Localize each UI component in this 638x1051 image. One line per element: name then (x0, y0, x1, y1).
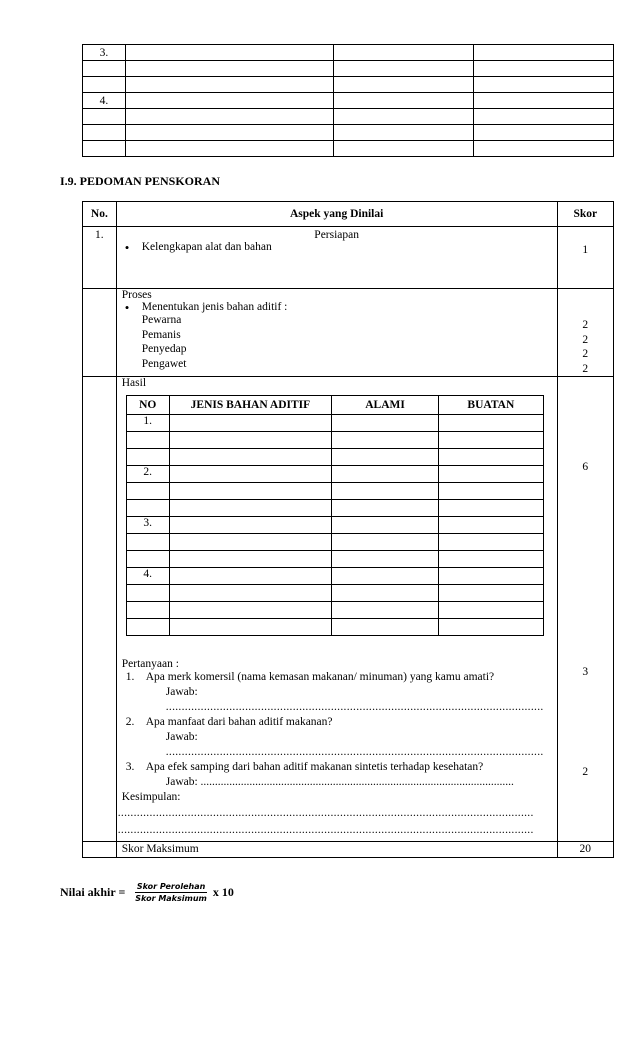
top-table-row (83, 45, 614, 61)
blank-cell (334, 77, 473, 93)
result-row-number: 1. (126, 415, 169, 432)
fraction-numerator: Skor Perolehan (136, 882, 206, 891)
result-row (126, 466, 543, 483)
blank-cell (169, 432, 332, 449)
blank-cell (169, 551, 332, 568)
top-table (82, 44, 614, 157)
blank-cell (169, 517, 332, 534)
blank-cell (438, 551, 543, 568)
row-number: 4. (83, 93, 126, 109)
additive-type: Pengawet (141, 357, 187, 370)
top-table-row (83, 125, 614, 141)
result-row-number: 4. (126, 568, 169, 585)
persiapan-score: 1 (582, 244, 589, 256)
final-score-formula (60, 882, 234, 903)
question-number: 1. (125, 671, 135, 683)
blank-cell (169, 449, 332, 466)
question-item (122, 670, 552, 715)
blank-cell (334, 45, 473, 61)
row-number: 3. (83, 45, 126, 61)
blank-cell (438, 585, 543, 602)
result-row (126, 602, 543, 619)
result-row (126, 432, 543, 449)
conclusion-line: ................................................................................................................................... (117, 824, 534, 836)
blank-cell (438, 466, 543, 483)
question-item (122, 715, 552, 760)
question-text: Apa merk komersil (nama kemasan makanan/ minuman) yang kamu amati? (145, 671, 495, 683)
additive-score: 2 (582, 348, 589, 360)
header-row (83, 202, 614, 227)
blank-cell (438, 517, 543, 534)
final-multiplier: x 10 (212, 885, 234, 899)
question-item (122, 760, 552, 790)
blank-cell (334, 109, 473, 125)
blank-cell (334, 93, 473, 109)
blank-cell (332, 568, 439, 585)
blank-cell (438, 602, 543, 619)
blank-cell (169, 415, 332, 432)
result-row-number (126, 585, 169, 602)
result-row-number (126, 449, 169, 466)
blank-cell (169, 585, 332, 602)
blank-cell (438, 415, 543, 432)
header-no: No. (83, 202, 117, 227)
blank-cell (332, 534, 439, 551)
blank-cell (334, 61, 473, 77)
blank-cell (334, 141, 473, 157)
proses-items (122, 313, 552, 371)
proses-title: Proses (121, 289, 152, 301)
blank-cell (332, 483, 439, 500)
blank-cell (169, 602, 332, 619)
result-header-cell: BUATAN (438, 396, 543, 415)
result-header-cell: JENIS BAHAN ADITIF (169, 396, 332, 415)
blank-cell (438, 534, 543, 551)
row-number: 1. (83, 227, 117, 289)
blank-cell (332, 517, 439, 534)
persiapan-title: Persiapan (314, 229, 360, 241)
fraction (133, 882, 209, 903)
blank-cell (169, 466, 332, 483)
proses-bullet: • Menentukan jenis bahan aditif : (122, 301, 552, 313)
blank-cell (332, 551, 439, 568)
kesimpulan-lines (118, 805, 552, 839)
blank-cell (438, 619, 543, 636)
blank-cell (438, 432, 543, 449)
blank-cell (334, 125, 473, 141)
blank-cell (169, 534, 332, 551)
blank-cell (473, 125, 614, 141)
blank-cell (125, 61, 333, 77)
conclusion-line: ................................................................................................................................... (117, 807, 534, 819)
additive-score: 2 (582, 362, 589, 375)
row-number (83, 141, 126, 157)
question-number: 2. (125, 716, 135, 728)
result-row (126, 585, 543, 602)
blank-cell (438, 568, 543, 585)
proses-scores (558, 289, 613, 376)
top-table-row (83, 141, 614, 157)
blank-cell (438, 449, 543, 466)
blank-cell (332, 432, 439, 449)
pertanyaan-score: 3 (582, 666, 589, 678)
result-row-number (126, 619, 169, 636)
blank-cell (473, 61, 614, 77)
question-text: Apa efek samping dari bahan aditif makanan sintetis terhadap kesehatan? (145, 761, 484, 773)
blank-cell (473, 141, 614, 157)
hasil-title: Hasil (121, 377, 147, 389)
result-row-number: 3. (126, 517, 169, 534)
result-row (126, 517, 543, 534)
blank-cell (332, 500, 439, 517)
result-header-cell: ALAMI (332, 396, 439, 415)
result-row (126, 449, 543, 466)
max-label: Skor Maksimum (121, 843, 199, 855)
kesimpulan-score: 2 (582, 766, 589, 778)
result-row (126, 415, 543, 432)
max-score: 20 (579, 843, 592, 855)
blank-cell (332, 449, 439, 466)
row-max (83, 842, 614, 858)
row-number (83, 109, 126, 125)
additive-score: 2 (582, 333, 589, 346)
blank-cell (332, 585, 439, 602)
row-proses (83, 289, 614, 377)
result-row-number (126, 432, 169, 449)
blank-cell (125, 77, 333, 93)
blank-cell (332, 619, 439, 636)
persiapan-bullet: • Kelengkapan alat dan bahan (122, 241, 552, 253)
blank-cell (473, 109, 614, 125)
final-label: Nilai akhir = (60, 885, 126, 899)
blank-cell (125, 45, 333, 61)
additive-score: 2 (582, 319, 589, 331)
question-list (122, 670, 552, 790)
row-number (83, 61, 126, 77)
additive-type: Pewarna (141, 314, 182, 326)
blank-cell (125, 141, 333, 157)
result-header-cell: NO (126, 396, 169, 415)
blank-cell (473, 45, 614, 61)
blank-cell (332, 466, 439, 483)
row-hasil (83, 377, 614, 842)
top-table-row (83, 109, 614, 125)
blank-cell (473, 77, 614, 93)
section-title: I.9. PEDOMAN PENSKORAN (60, 174, 221, 188)
row-number (83, 125, 126, 141)
result-row-number (126, 602, 169, 619)
additive-type: Pemanis (141, 328, 181, 341)
top-table-row (83, 77, 614, 93)
blank-cell (125, 125, 333, 141)
answer-label: Jawab: ............................................................................................................. (165, 776, 514, 788)
result-row-number (126, 551, 169, 568)
blank-cell (332, 602, 439, 619)
result-row (126, 500, 543, 517)
blank-cell (473, 93, 614, 109)
blank-cell (169, 483, 332, 500)
row-number (83, 77, 126, 93)
result-table (126, 395, 544, 636)
result-table-header (126, 396, 543, 415)
scoring-table (82, 201, 614, 858)
kesimpulan-label: Kesimpulan: (121, 791, 181, 803)
blank-cell (169, 568, 332, 585)
header-skor: Skor (557, 202, 613, 227)
blank-cell (438, 500, 543, 517)
result-row-number: 2. (126, 466, 169, 483)
result-row (126, 568, 543, 585)
answer-line: ....................................................................................................................... (165, 701, 544, 713)
top-table-row (83, 61, 614, 77)
question-number: 3. (125, 761, 135, 773)
blank-cell (125, 109, 333, 125)
result-row (126, 619, 543, 636)
blank-cell (169, 619, 332, 636)
blank-cell (125, 93, 333, 109)
answer-label: Jawab: (165, 686, 198, 698)
result-row (126, 551, 543, 568)
result-row-number (126, 483, 169, 500)
additive-type: Penyedap (141, 343, 187, 355)
fraction-denominator: Skor Maksimum (135, 894, 207, 903)
answer-label: Jawab: (165, 731, 198, 743)
blank-cell (169, 500, 332, 517)
hasil-score: 6 (582, 461, 589, 473)
question-text: Apa manfaat dari bahan aditif makanan? (145, 716, 333, 728)
result-row-number (126, 534, 169, 551)
result-row (126, 534, 543, 551)
result-row-number (126, 500, 169, 517)
blank-cell (438, 483, 543, 500)
row-persiapan (83, 227, 614, 289)
result-row (126, 483, 543, 500)
pertanyaan-title: Pertanyaan : (121, 658, 179, 670)
top-table-row (83, 93, 614, 109)
blank-cell (332, 415, 439, 432)
header-aspek: Aspek yang Dinilai (116, 202, 557, 227)
answer-line: ....................................................................................................................... (165, 746, 544, 758)
